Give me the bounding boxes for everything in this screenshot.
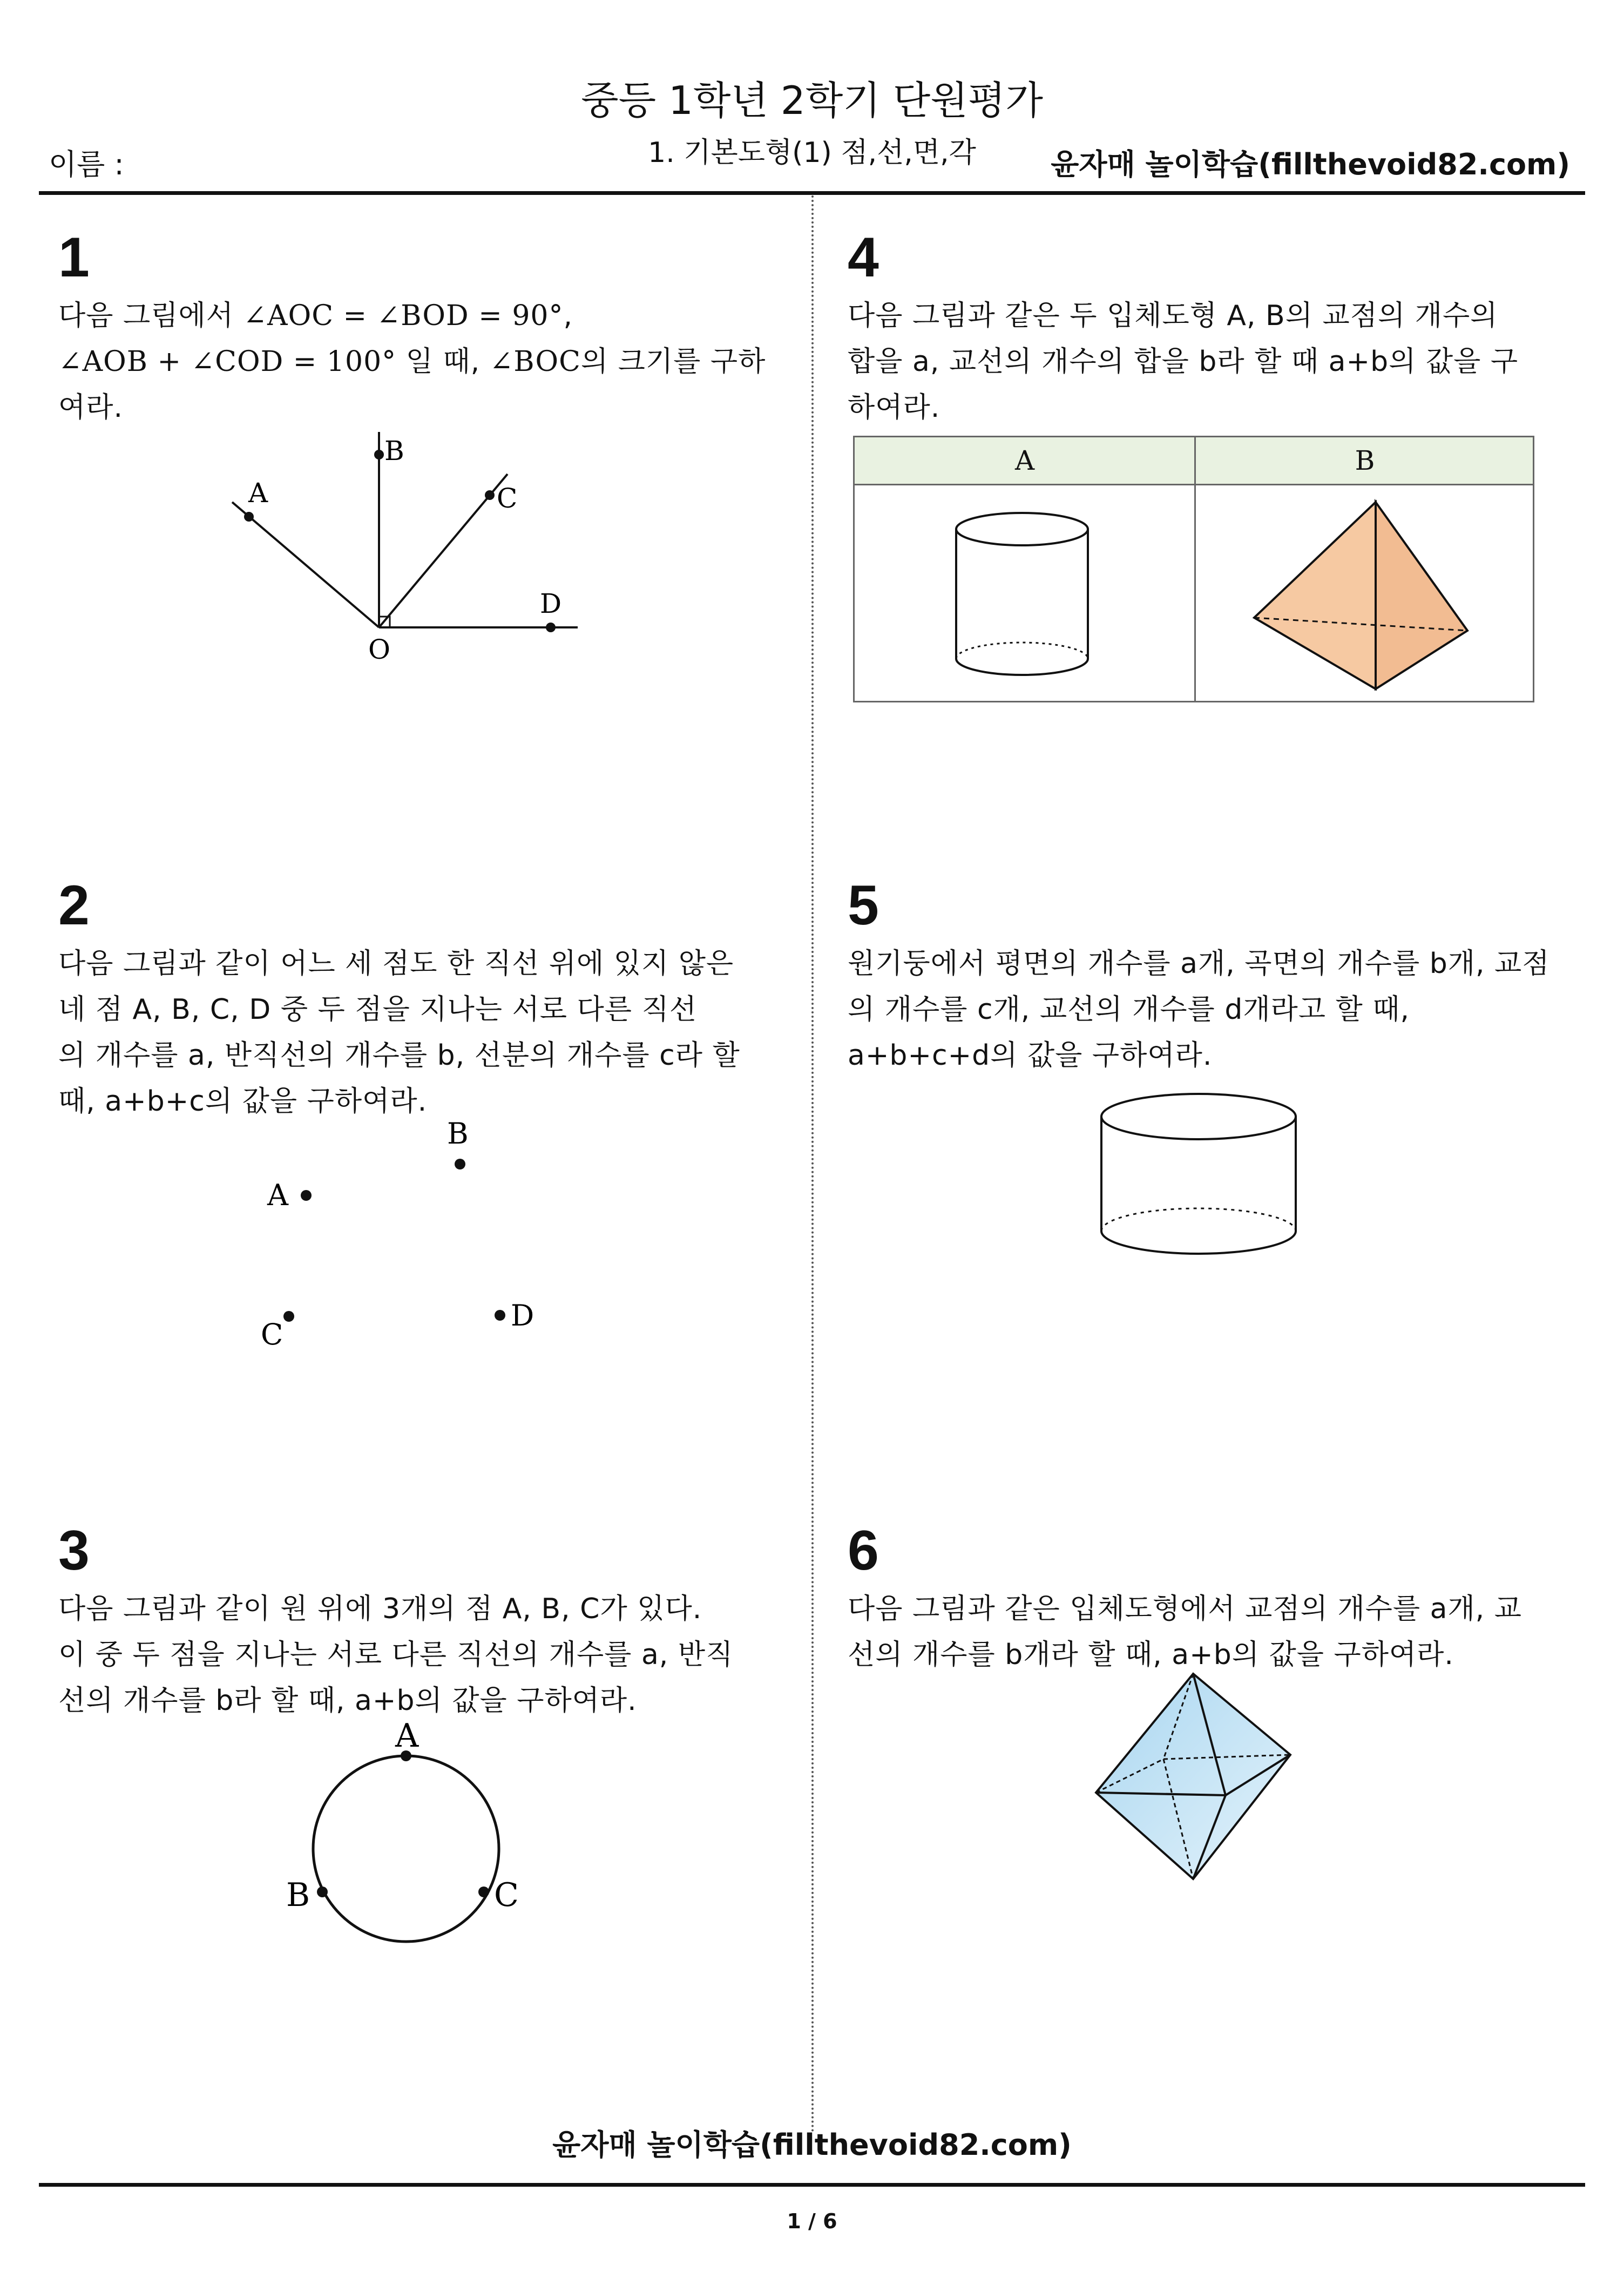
label-c: C — [497, 483, 518, 514]
label-d: D — [540, 588, 562, 619]
four-points-figure — [259, 1118, 561, 1366]
table-header-row — [855, 437, 1533, 485]
problem-text: 다음 그림과 같은 입체도형에서 교점의 개수를 a개, 교 선의 개수를 b개라 할 때, a+b의 값을 구하여라. — [848, 1593, 1522, 1671]
tetrahedron-figure — [1249, 491, 1476, 697]
problem-text: 다음 그림에서 ∠AOC = ∠BOD = 90°, ∠AOB + ∠COD = 100° 일 때, ∠BOC의 크기를 구하 여라. — [58, 300, 766, 424]
point-a — [244, 512, 254, 522]
point-a — [301, 1190, 312, 1201]
problem-number: 6 — [848, 1519, 879, 1582]
wide-cylinder-figure — [1085, 1085, 1312, 1269]
point-b — [374, 450, 384, 459]
problem-3 — [58, 1519, 755, 1724]
point-d — [546, 623, 556, 632]
octahedron-figure — [1091, 1663, 1296, 1890]
problem-number: 2 — [58, 874, 90, 937]
label-d: D — [511, 1299, 534, 1333]
circle — [313, 1756, 499, 1942]
angle-figure — [205, 421, 594, 664]
solids-table — [853, 436, 1534, 702]
problem-number: 4 — [848, 226, 879, 289]
footer-rule — [39, 2183, 1585, 2187]
label-b: B — [447, 1118, 469, 1151]
circle-points-figure — [281, 1717, 540, 1955]
point-c — [478, 1887, 489, 1897]
problem-number: 5 — [848, 874, 879, 937]
label-c: C — [494, 1876, 519, 1914]
name-label: 이름 : — [49, 147, 124, 181]
label-a: A — [267, 1178, 288, 1212]
label-o: O — [368, 634, 390, 664]
page-title: 중등 1학년 2학기 단원평가 — [581, 78, 1043, 123]
point-c — [485, 490, 495, 500]
header-rule — [39, 191, 1585, 195]
problem-6 — [848, 1519, 1544, 1678]
page-number: 1 / 6 — [787, 2209, 837, 2233]
header-a: A — [1014, 445, 1035, 476]
problem-number: 3 — [58, 1519, 90, 1582]
problem-5 — [848, 874, 1550, 1079]
problem-number: 1 — [58, 226, 90, 289]
unit-subtitle: 1. 기본도형(1) 점,선,면,각 — [648, 137, 976, 169]
label-a: A — [248, 477, 268, 509]
problem-text: 다음 그림과 같이 원 위에 3개의 점 A, B, C가 있다. 이 중 두 점을 지나는 서로 다른 직선의 개수를 a, 반직 선의 개수를 b라 할 때, a+b의 값을 구하여라. — [58, 1593, 734, 1717]
problem-4 — [848, 226, 1544, 431]
column-divider — [811, 195, 814, 2134]
point-d — [495, 1310, 505, 1321]
label-b: B — [286, 1876, 310, 1914]
cylinder-figure — [946, 508, 1098, 686]
problem-2 — [58, 874, 755, 1125]
site-credit-top: 윤자매 놀이학습(fillthevoid82.com) — [1051, 147, 1570, 181]
problem-1 — [58, 226, 766, 431]
point-b — [455, 1159, 465, 1169]
point-c — [283, 1311, 294, 1322]
label-c: C — [261, 1317, 283, 1351]
point-b — [317, 1887, 328, 1897]
problem-text: 다음 그림과 같은 두 입체도형 A, B의 교점의 개수의 합을 a, 교선의 개수의 합을 b라 할 때 a+b의 값을 구 하여라. — [848, 300, 1519, 424]
ray-oa — [232, 502, 379, 627]
label-b: B — [384, 435, 404, 466]
problem-text: 원기둥에서 평면의 개수를 a개, 곡면의 개수를 b개, 교점 의 개수를 c개, 교선의 개수를 d개라고 할 때, a+b+c+d의 값을 구하여라. — [848, 948, 1550, 1072]
problem-text: 다음 그림과 같이 어느 세 점도 한 직선 위에 있지 않은 네 점 A, B, C, D 중 두 점을 지나는 서로 다른 직선 의 개수를 a, 반직선의 개수를 b, 선분의 개수를 c라 할 때, a+b+c의 값을 구하여라. — [58, 948, 740, 1118]
table-column-rule — [1194, 437, 1196, 701]
header-b: B — [1355, 445, 1375, 476]
site-credit-bottom: 윤자매 놀이학습(fillthevoid82.com) — [552, 2128, 1072, 2162]
label-a: A — [395, 1717, 419, 1755]
